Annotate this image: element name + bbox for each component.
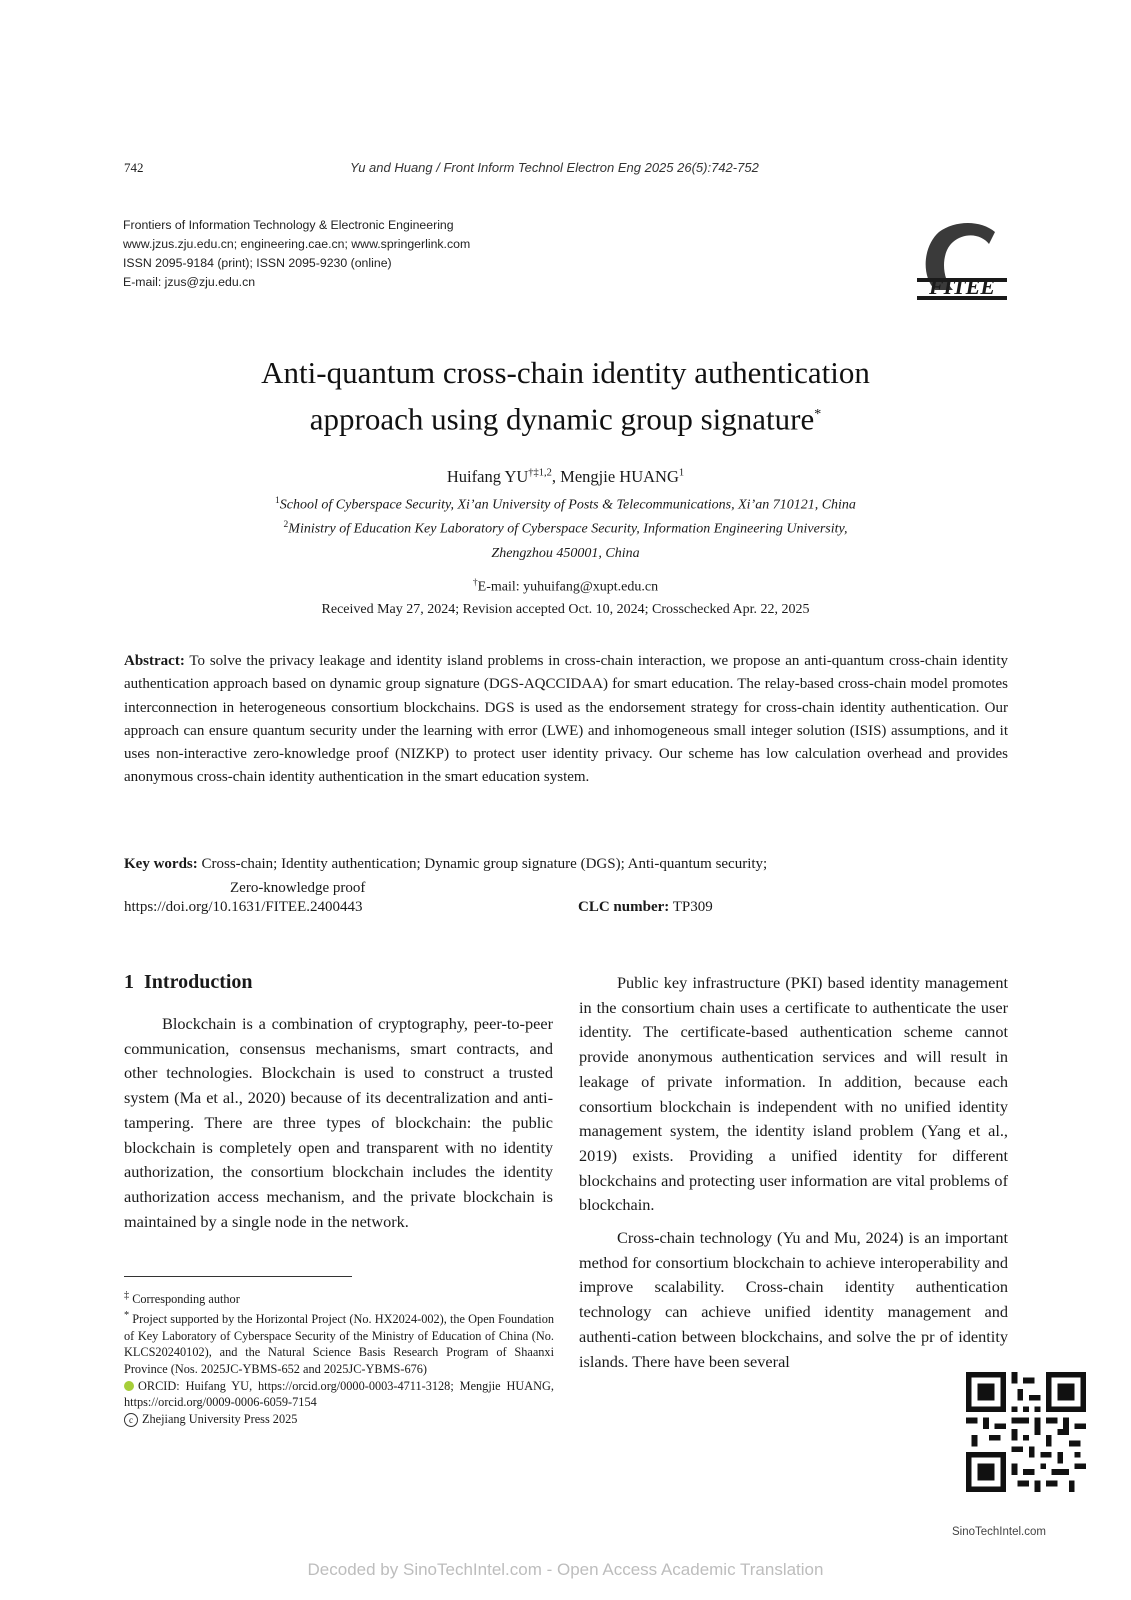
running-head: Yu and Huang / Front Inform Technol Electron Eng 2025 26(5):742-752 (350, 160, 759, 175)
affiliation-1-mark: 1 (275, 496, 280, 506)
received-dates: Received May 27, 2024; Revision accepted Oct. 10, 2024; Crosschecked Apr. 22, 2025 (321, 602, 810, 617)
journal-info (123, 216, 470, 292)
footnote-rule (124, 1276, 352, 1277)
keywords-line-2: Zero-knowledge proof (230, 880, 366, 896)
translation-banner: Decoded by SinoTechIntel.com - Open Access Academic Translation (307, 1560, 824, 1579)
section-title: Introduction (144, 971, 253, 993)
keywords-label: Key words: (124, 856, 198, 872)
title-line-2-text: approach using dynamic group signature (309, 401, 815, 437)
page-number: 742 (124, 160, 144, 175)
affiliation-2-text: Ministry of Education Key Laboratory of Cyberspace Security, Information Engineering University, (288, 521, 848, 537)
orcid-text: ORCID: Huifang YU, https://orcid.org/0000-0003-4711-3128; Mengjie HUANG, https://orcid.org/0009-0006-6059-7154 (124, 1378, 554, 1410)
footnote-corresponding (124, 1288, 554, 1308)
fitee-logo-text: FITEE (928, 274, 996, 299)
title-line-1: Anti-quantum cross-chain identity authentication (261, 355, 870, 390)
section-number: 1 (124, 971, 134, 993)
author-1-mark: †‡1,2 (528, 467, 552, 479)
affiliation-2 (0, 520, 1131, 538)
author-1: Huifang YU (446, 467, 529, 486)
journal-email: E-mail: jzus@zju.edu.cn (123, 275, 256, 289)
footnote-copyright (124, 1411, 554, 1428)
abstract-text: To solve the privacy leakage and identity island problems in cross-chain interaction, we propose an anti-quantum cross-chain identity authentication approach based on dynamic group signature (DGS-AQCCIDAA) for smart education. The relay-based cross-chain model promotes interconnection in heterogeneous consortium blockchains. DGS is used as the endorsement strategy for cross-chain identity authentication. Our approach can ensure quantum security under the learning with error (LWE) and inhomogeneous small integer solution (ISIS) assumptions, and it uses non-interactive zero-knowledge proof (NIZKP) to protect user identity privacy. Our scheme has low calculation overhead and provides anonymous cross-chain identity authentication in the smart education system. (124, 653, 1008, 786)
author-2: Mengjie HUANG (560, 467, 679, 486)
copyright-icon: c (124, 1413, 138, 1427)
journal-issn: ISSN 2095-9184 (print); ISSN 2095-9230 (online) (123, 256, 392, 270)
journal-name: Frontiers of Information Technology & Electronic Engineering (123, 218, 454, 232)
email-text: E-mail: yuhuifang@xupt.edu.cn (477, 579, 659, 595)
qr-code-icon[interactable] (966, 1372, 1086, 1492)
authors (0, 467, 1131, 487)
footnote-orcid (124, 1378, 554, 1411)
orcid-icon (124, 1381, 134, 1391)
footnotes (124, 1288, 554, 1428)
abstract-label: Abstract: (124, 653, 185, 669)
body-right-column (579, 971, 1008, 1374)
corresponding-email (0, 578, 1131, 596)
title-footnote-mark: * (814, 407, 822, 422)
author-2-mark: 1 (678, 467, 685, 479)
footnote-text: Project supported by the Horizontal Project (No. HX2024-002), the Open Foundation of Key Laboratory of Cyberspace Security of the Ministry of Education of China (No. KLCS20240102), and the Natural Science Basis Research Program of Shaanxi Province (Nos. 2025JC-YBMS-652 and 2025JC-YBMS-676) (124, 1311, 554, 1376)
paragraph: Blockchain is a combination of cryptography, peer-to-peer communication, consensus mechanisms, smart contracts, and other technologies. Blockchain is used to construct a trusted system (Ma et al., 2020) because of its decentralization and anti-tampering. There are three types of blockchain: the public blockchain is completely open and transparent with no identity authorization, the consortium blockchain includes the identity authorization access mechanism, and the private blockchain is maintained by a single node in the network. (124, 1014, 553, 1231)
footnote-mark: * (124, 1309, 130, 1321)
keywords (124, 852, 1008, 900)
journal-websites: www.jzus.zju.edu.cn; engineering.cae.cn; www.springerlink.com (123, 237, 471, 251)
affiliation-2-city: Zhengzhou 450001, China (491, 546, 640, 561)
site-watermark[interactable]: SinoTechIntel.com (952, 1526, 1046, 1538)
clc-number (578, 899, 713, 916)
title-line-2 (0, 394, 1131, 440)
paragraph: Public key infrastructure (PKI) based identity management in the consortium chain uses a certificate to authenticate the user identity. The certificate-based authentication scheme cannot provide anonymous authentication services and will result in leakage of private information. In addition, because each consortium blockchain is independent with no unified identity management system, the identity island problem (Yang et al., 2019) exists. Providing a unified identity for different blockchains and protecting user information are vital problems of blockchain. (579, 973, 1008, 1215)
section-heading (124, 971, 253, 994)
paragraph: Cross-chain technology (Yu and Mu, 2024) is an important method for consortium blockchain to achieve interoperability and improve scalability. Cross-chain identity authentication technology can achieve unified identity management and authenti-cation between blockchains, and solve the pr of identity islands. There have been several (579, 1228, 1008, 1371)
author-separator: , (551, 467, 561, 486)
footnote-text: Corresponding author (132, 1292, 240, 1307)
abstract (124, 650, 1008, 790)
body-left-column (124, 1012, 553, 1234)
footnote-mark: ‡ (124, 1290, 130, 1301)
affiliation-2-mark: 2 (283, 520, 289, 530)
clc-value: TP309 (672, 899, 713, 915)
keywords-line-1: Cross-chain; Identity authentication; Dynamic group signature (DGS); Anti-quantum security; (201, 856, 768, 872)
affiliation-1 (0, 496, 1131, 514)
fitee-logo (917, 218, 1007, 304)
doi-link[interactable]: https://doi.org/10.1631/FITEE.2400443 (124, 899, 363, 915)
copyright-text: Zhejiang University Press 2025 (142, 1412, 298, 1427)
affiliation-1-text: School of Cyberspace Security, Xi’an University of Posts & Telecommunications, Xi’an 710121, China (279, 497, 856, 513)
email-mark: † (472, 578, 478, 588)
paper-title (0, 352, 1131, 440)
clc-label: CLC number: (578, 899, 670, 915)
footnote-funding (124, 1308, 554, 1378)
